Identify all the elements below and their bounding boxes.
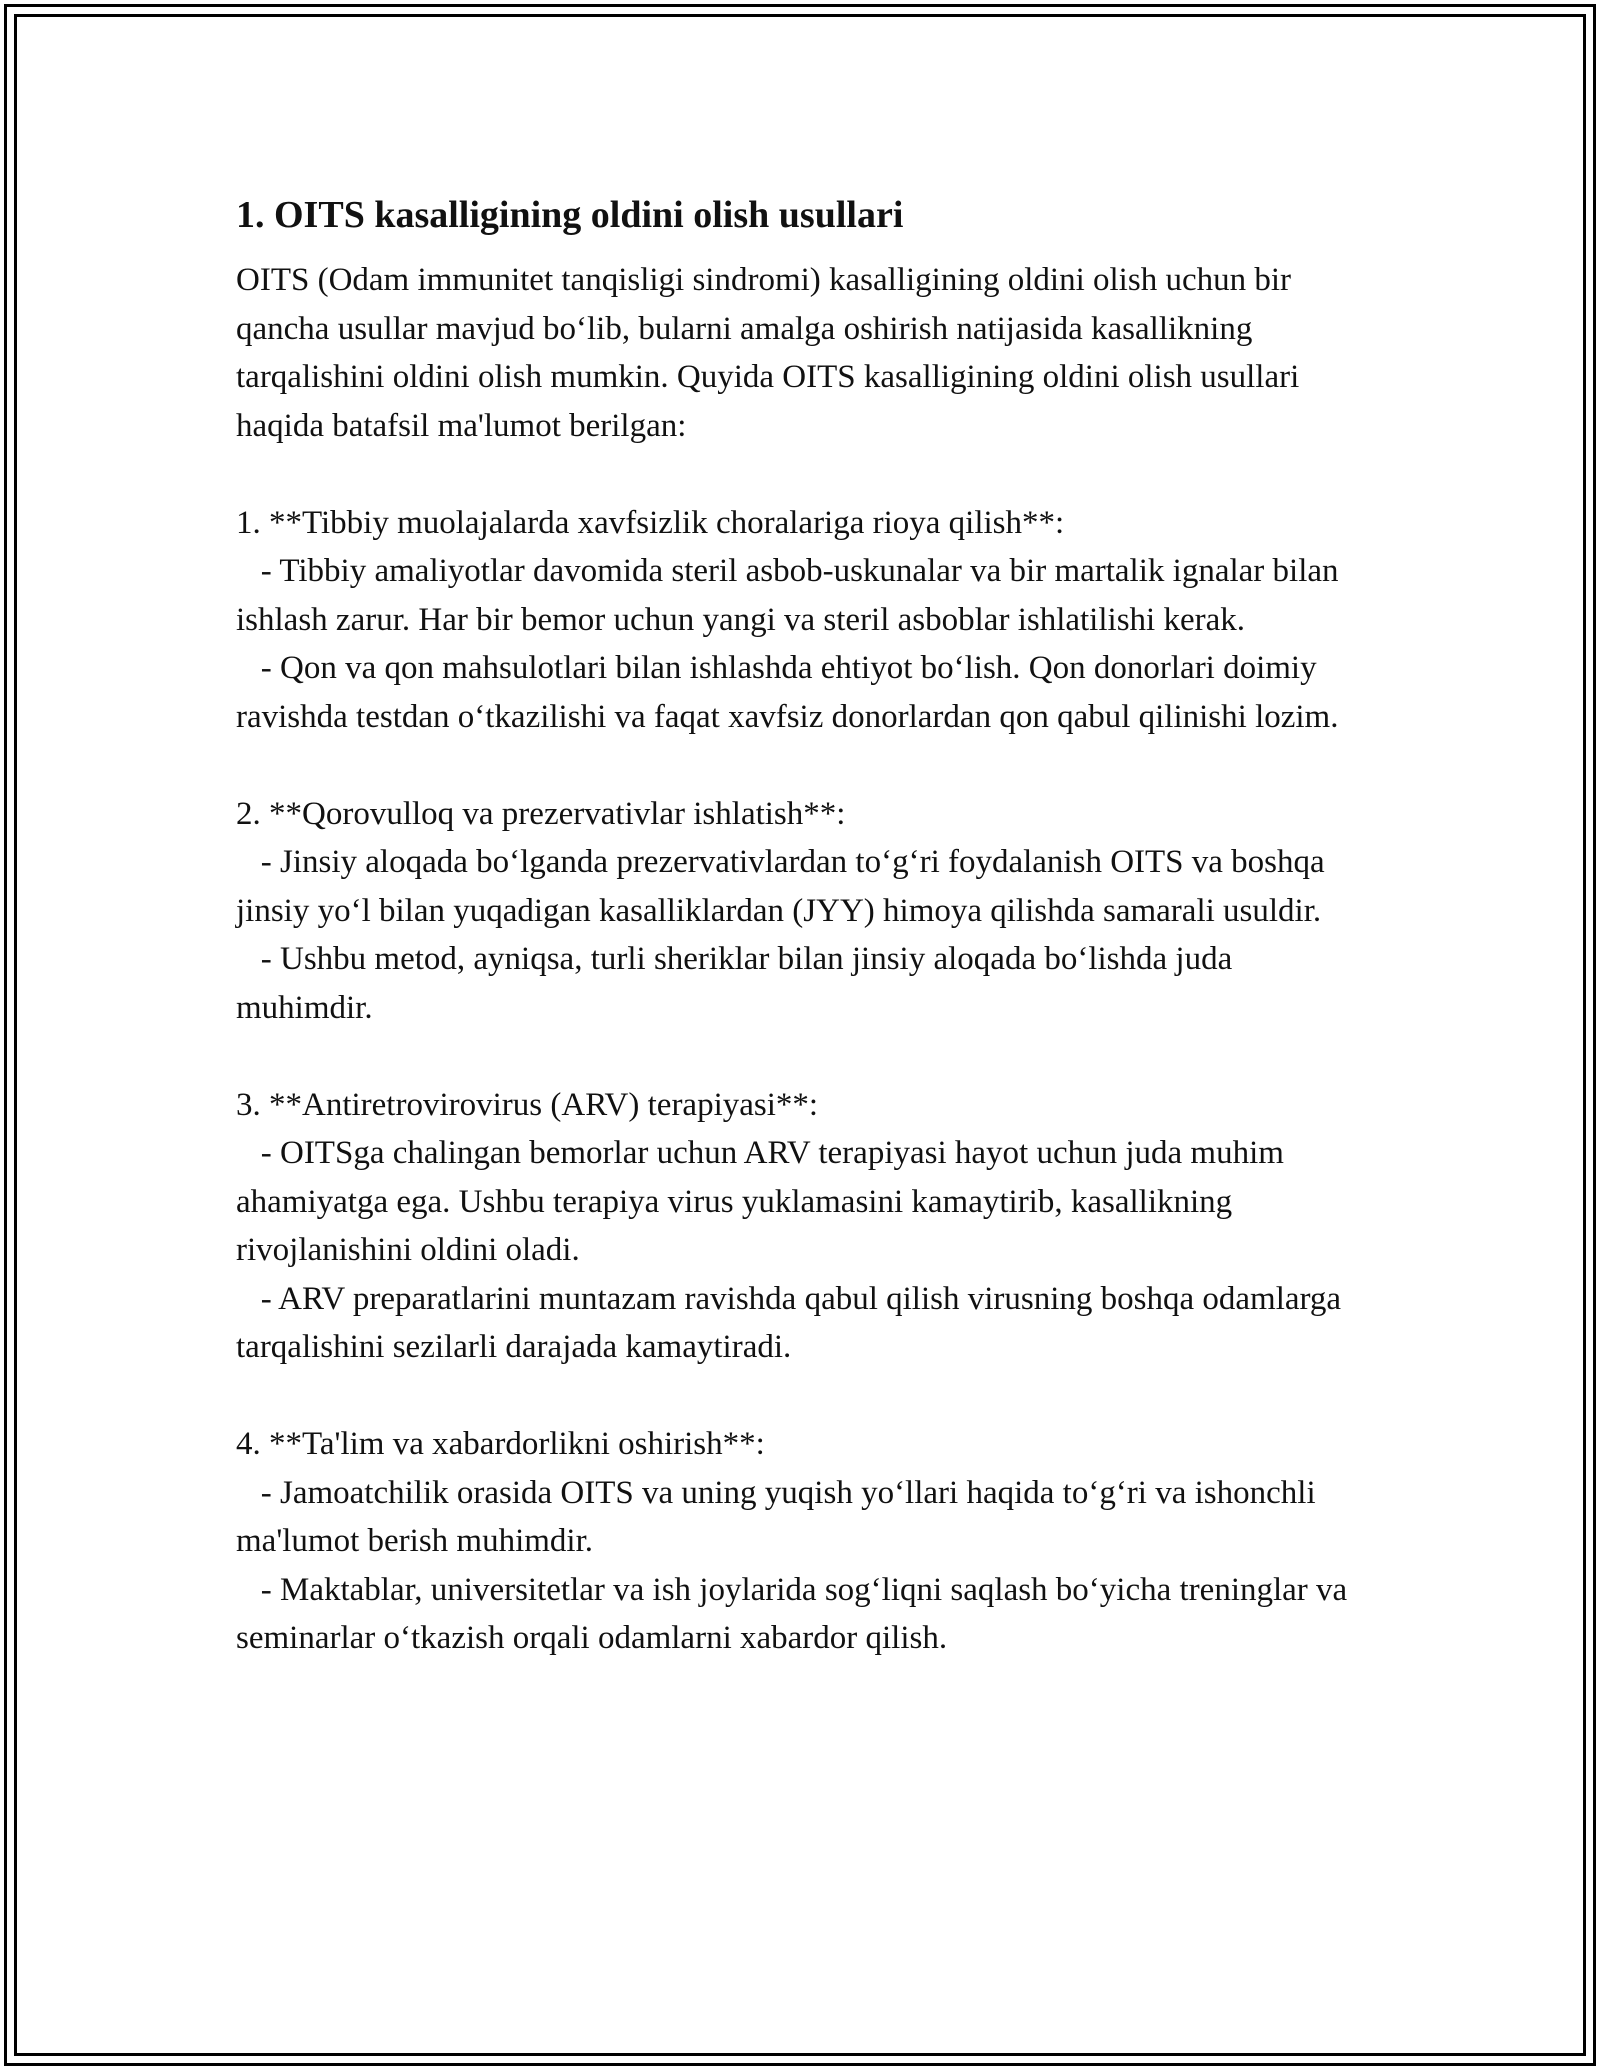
section-1-bullet-1: - Tibbiy amaliyotlar davomida steril asbob-uskunalar va bir martalik ignalar bilan ishlash zarur. Har bir bemor uchun yangi va steril asboblar ishlatilishi kerak. [236, 553, 1347, 638]
document-body [236, 186, 1376, 1663]
blank-line [236, 1372, 1376, 1421]
blank-line [236, 741, 1376, 790]
section-4-heading: 4. **Ta'lim va xabardorlikni oshirish**: [236, 1426, 765, 1462]
section-1-bullet-2: - Qon va qon mahsulotlari bilan ishlashda ehtiyot bo‘lish. Qon donorlari doimiy ravishda testdan o‘tkazilishi va faqat xavfsiz donorlardan qon qabul qilinishi lozim. [236, 650, 1339, 735]
intro-paragraph: OITS (Odam immunitet tanqisligi sindromi) kasalligining oldini olish uchun bir qancha usullar mavjud bo‘lib, bularni amalga oshirish natijasida kasallikning tarqalishini oldini olish mumkin. Quyida OITS kasalligining oldini olish usullari haqida batafsil ma'lumot berilgan: [236, 262, 1308, 444]
section-3-bullet-2: - ARV preparatlarini muntazam ravishda qabul qilish virusning boshqa odamlarga tarqalishini sezilarli darajada kamaytiradi. [236, 1280, 1350, 1365]
section-4-bullet-2: - Maktablar, universitetlar va ish joylarida sog‘liqni saqlash bo‘yicha treninglar va seminarlar o‘tkazish orqali odamlarni xabardor qilish. [236, 1571, 1356, 1656]
blank-line [236, 450, 1376, 499]
section-2-bullet-1: - Jinsiy aloqada bo‘lganda prezervativlardan to‘g‘ri foydalanish OITS va boshqa jinsiy yo‘l bilan yuqadigan kasalliklardan (JYY) himoya qilishda samarali usuldir. [236, 844, 1333, 929]
blank-line [236, 1032, 1376, 1081]
section-3-heading: 3. **Antiretrovirovirus (ARV) terapiyasi**: [236, 1086, 819, 1123]
section-3-bullet-1: - OITSga chalingan bemorlar uchun ARV terapiyasi hayot uchun juda muhim ahamiyatga ega. Ushbu terapiya virus yuklamasini kamaytirib, kasallikning rivojlanishini oldini oladi. [236, 1135, 1293, 1268]
section-4-bullet-1: - Jamoatchilik orasida OITS va uning yuqish yo‘llari haqida to‘g‘ri va ishonchli ma'lumot berish muhimdir. [236, 1474, 1324, 1559]
section-2-heading: 2. **Qorovulloq va prezervativlar ishlatish**: [236, 795, 846, 832]
section-1-heading: 1. **Tibbiy muolajalarda xavfsizlik choralariga rioya qilish**: [236, 504, 1065, 541]
document-title: 1. OITS kasalligining oldini olish usullari [236, 194, 904, 236]
section-2-bullet-2: - Ushbu metod, ayniqsa, turli sheriklar bilan jinsiy aloqada bo‘lishda juda muhimdir. [236, 941, 1241, 1026]
